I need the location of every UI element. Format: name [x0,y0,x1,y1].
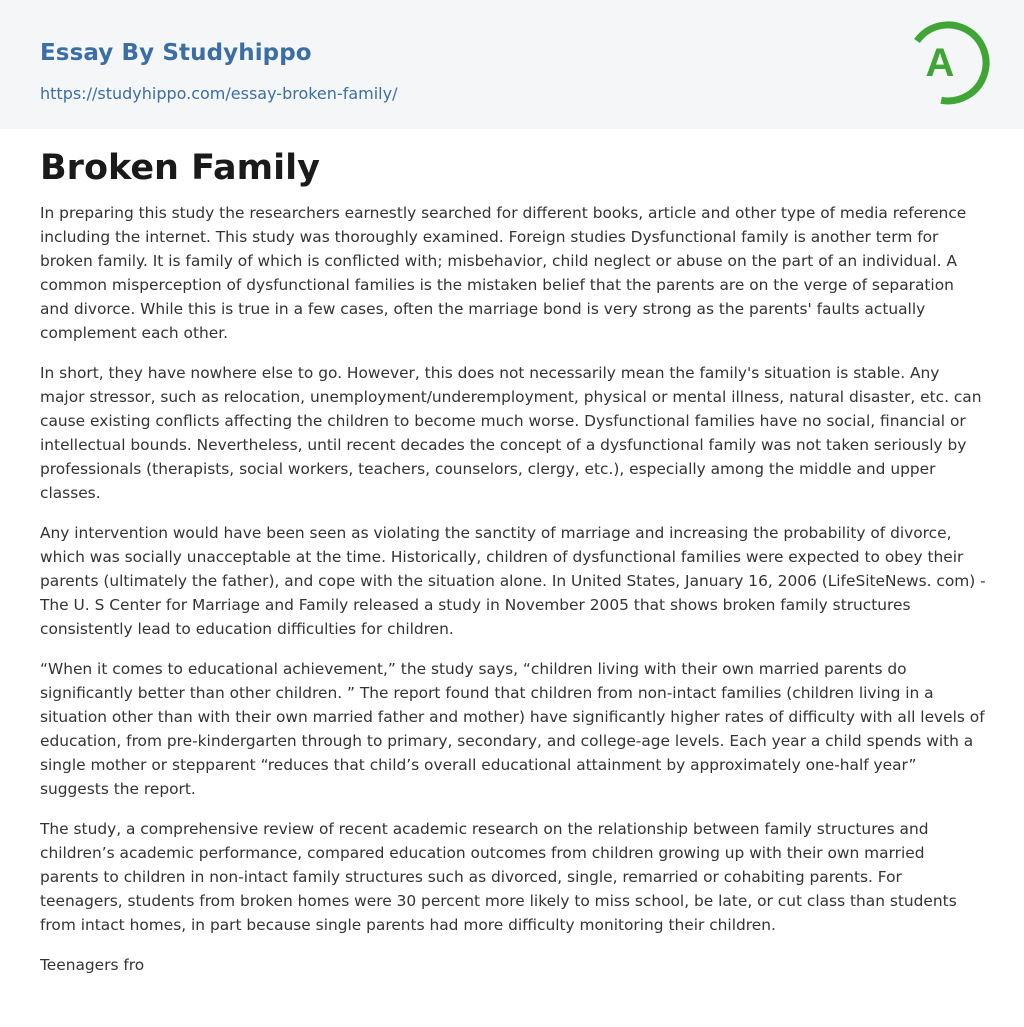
article-body [40,141,986,993]
brand-title[interactable]: Essay By Studyhippo [40,40,312,66]
article-paragraph-truncated: Teenagers fro [40,956,145,974]
article-paragraph: The study, a comprehensive review of recent academic research on the relationship between family structures and children’s academic performance, compared education outcomes from children growing up with their own married parents to children in non-intact family structures such as divorced, single, remarried or cohabiting parents. For teenagers, students from broken homes were 30 percent more likely to miss school, be late, or cut class than students from intact homes, in part because single parents had more difficulty monitoring their children. [40,820,957,934]
source-url-link[interactable]: https://studyhippo.com/essay-broken-family/ [40,84,398,103]
article-paragraph: In short, they have nowhere else to go. However, this does not necessarily mean the family's situation is stable. Any major stressor, such as relocation, unemployment/underemployment, physical or mental illness, natural disaster, etc. can cause existing conflicts affecting the children to become much worse. Dysfunctional families have no social, financial or intellectual bounds. Nevertheless, until recent decades the concept of a dysfunctional family was not taken seriously by professionals (therapists, social workers, teachers, counselors, clergy, etc.), especially among the middle and upper classes. [40,364,982,502]
page-title: Broken Family [40,148,320,188]
logo-letter: A [925,41,955,85]
article-paragraph: In preparing this study the researchers earnestly searched for different books, article and other type of media reference including the internet. This study was thoroughly examined. Foreign studies Dysfunctional family is another term for broken family. It is family of which is conflicted with; misbehavior, child neglect or abuse on the part of an individual. A common misperception of dysfunctional families is the mistaken belief that the parents are on the verge of separation and divorce. While this is true in a few cases, often the marriage bond is very strong as the parents' faults actually complement each other. [40,204,967,342]
article-paragraph: “When it comes to educational achievement,” the study says, “children living with their own married parents do significantly better than other children. ” The report found that children from non-intact families (children living in a situation other than with their own married father and mother) have significantly higher rates of difficulty with all levels of education, from pre-kindergarten through to primary, secondary, and college-age levels. Each year a child spends with a single mother or stepparent “reduces that child’s overall educational attainment by approximately one-half year” suggests the report. [40,660,985,798]
article-paragraph: Any intervention would have been seen as violating the sanctity of marriage and increasing the probability of divorce, which was socially unacceptable at the time. Historically, children of dysfunctional families were expected to obey their parents (ultimately the father), and cope with the situation alone. In United States, January 16, 2006 (LifeSiteNews. com) - The U. S Center for Marriage and Family released a study in November 2005 that shows broken family structures consistently lead to education difficulties for children. [40,524,986,638]
studyhippo-logo-icon[interactable] [910,18,990,106]
page-header [0,0,1024,129]
